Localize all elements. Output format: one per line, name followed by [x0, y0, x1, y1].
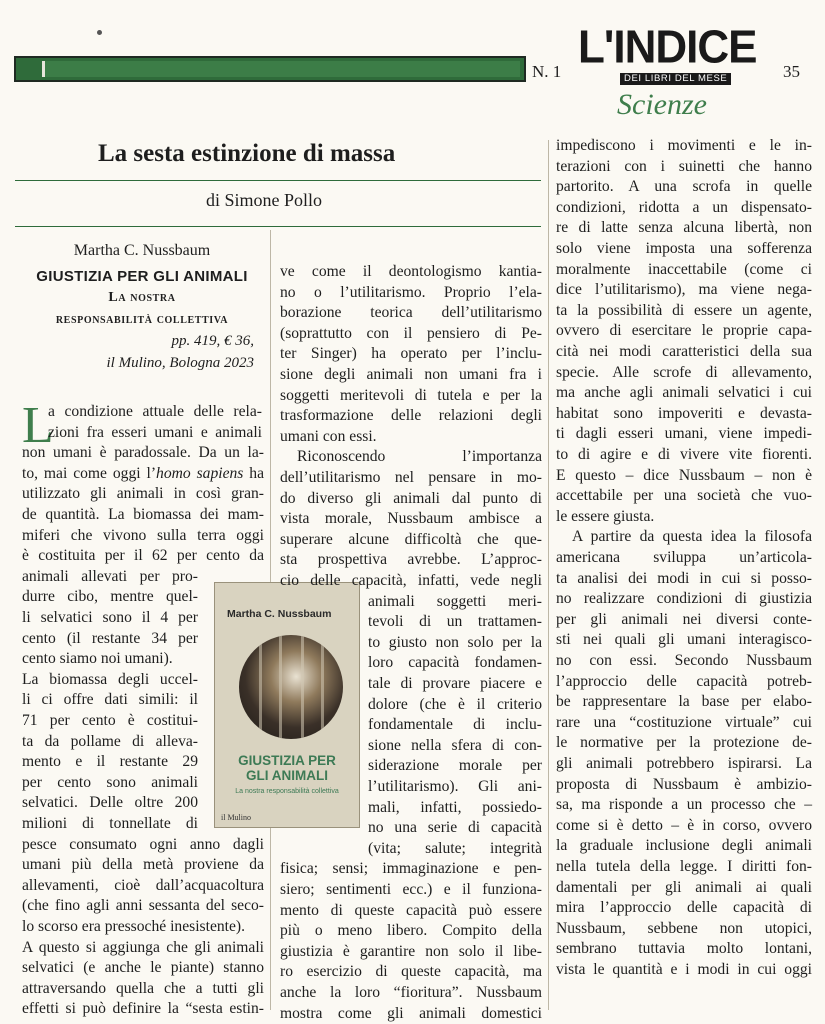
text-line: loro capacità fondamen-	[368, 654, 542, 672]
text-line: Nussbaum, sebbene non utopici,	[556, 919, 812, 937]
text-line: sti nei quali gli umani interagisco-	[556, 631, 812, 649]
text-line: selvatici. Delle oltre 200	[22, 794, 198, 812]
text-line: cento (il restante 34 per	[22, 629, 198, 647]
text-line: to, mai come oggi l’homo sapiens ha	[22, 464, 264, 482]
text-line: specie. Alle scrofe di allevamento,	[556, 363, 812, 381]
text-line: vista le quantità e i modi in cui oggi	[556, 961, 812, 978]
article-byline: di Simone Pollo	[206, 190, 323, 210]
text-line: dell’utilitarismo nel pensare in mo-	[280, 469, 542, 486]
text-line: (che fino agli anni sessanta del seco-	[22, 897, 264, 915]
text-line: Riconoscendo l’importanza	[297, 448, 542, 466]
byline-rule	[15, 226, 541, 227]
text-line: E questo – dice Nussbaum – non è	[556, 466, 812, 484]
book-subtitle-1: La nostra	[108, 290, 176, 305]
text-line: sa, ma risponde a un processo che –	[556, 796, 812, 814]
book-author: Martha C. Nussbaum	[73, 242, 211, 259]
book-title: GIUSTIZIA PER GLI ANIMALI	[36, 268, 248, 285]
text-line: to di agire e di vivere vite fiorenti.	[556, 446, 812, 463]
text-line: mento di queste capacità può essere	[280, 901, 542, 919]
cover-publisher: il Mulino	[221, 813, 252, 822]
text-line: ta da pollame di alleva-	[22, 732, 198, 750]
text-line: no realizzare condizioni di giustizia	[556, 590, 812, 608]
text-line: condizioni, ridotta a un dispensato-	[556, 198, 812, 216]
text-line: no una serie di capacità	[368, 819, 542, 837]
text-line: fisica; sensi; immaginazione e pen-	[280, 860, 542, 878]
text-line: zioni fra esseri umani e animali	[48, 423, 262, 441]
text-line: (vita; salute; integrità	[368, 839, 542, 857]
text-line: siero; sentimenti ecc.) e il funziona-	[280, 881, 542, 898]
text-line: re di latte senza alcuna libertà, non	[556, 219, 812, 237]
magazine-logo: L'INDICE	[578, 21, 757, 74]
text-line: do diverso gli animali dal punto di	[280, 489, 542, 507]
text-line: l’approccio delle capacità potreb-	[556, 672, 812, 690]
text-line: per gli animali nei diversi conte-	[556, 610, 812, 628]
text-line: allevamenti, cioè dall’acquacoltura	[22, 876, 264, 894]
text-line: la graduale inclusione degli animali	[556, 837, 812, 855]
text-line: a condizione attuale delle rela-	[48, 403, 262, 420]
text-line: è costituita per il 62 per cento da	[22, 547, 264, 565]
cover-title-line-2: GLI ANIMALI	[246, 768, 328, 783]
text-line: milioni di tonnellate di	[22, 815, 198, 832]
text-line: per cento sono animali	[22, 773, 198, 791]
text-line: ro esercizio di queste capacità, ma	[280, 963, 542, 981]
text-line: americana sviluppa un’articola-	[556, 549, 812, 566]
text-line: dice l’utilitarismo), ma viene nega-	[556, 281, 812, 299]
text-line: le normative per la protezione de-	[556, 734, 812, 752]
section-title: Scienze	[617, 88, 707, 121]
header-green-bar	[14, 56, 526, 82]
text-line: moralmente inaccettabile (come ci	[556, 260, 812, 278]
text-line: cità nei modi caratteristici della sua	[556, 343, 812, 360]
text-line: partorito. A una scrofa in quelle	[556, 178, 812, 196]
text-line: lo scorso era pressoché inesistente).	[22, 918, 246, 935]
text-line: cento siamo noi umani).	[22, 650, 173, 668]
text-line: selvatici (e anche le piante) stanno	[22, 959, 264, 977]
text-line: to giusto non solo per la	[368, 633, 542, 651]
text-line: sione nella sfera di con-	[368, 736, 542, 754]
book-subtitle-2: responsabilità collettiva	[55, 312, 229, 327]
drop-cap: L	[22, 397, 54, 454]
text-line: ta analisi dei modi in cui si posso-	[556, 569, 812, 587]
text-line: (soprattutto con il pensiero di Pe-	[280, 324, 542, 342]
text-line: ovvero di esercitare le proprie capa-	[556, 322, 812, 340]
text-line: A questo si aggiunga che gli animali	[22, 938, 264, 956]
text-line: terazioni con i suinetti che hanno	[556, 157, 812, 175]
text-line: proposta di Nussbaum è ambizio-	[556, 775, 812, 793]
text-line: mostra come gli animali domestici	[280, 1004, 542, 1022]
cover-author: Martha C. Nussbaum	[227, 608, 332, 620]
text-line: più o meno libero. Compito della	[280, 922, 542, 940]
text-line: mento e il restante 29	[22, 753, 198, 771]
ink-speck	[97, 30, 102, 35]
text-line: gli animali potrebbero ispirarsi. La	[556, 755, 812, 772]
issue-number: N. 1	[532, 62, 562, 81]
text-line: sione degli animali non umani fra i	[280, 366, 542, 383]
cover-title-line-1: GIUSTIZIA PER	[238, 753, 336, 768]
book-details-2: il Mulino, Bologna 2023	[106, 355, 254, 371]
text-line: cio delle capacità, infatti, vede negli	[280, 572, 542, 589]
text-line: soggetti meritevoli di tutela e per la	[280, 386, 542, 404]
column-divider-2	[548, 140, 549, 1010]
book-cover-image	[214, 582, 360, 828]
text-line: le essere giusta.	[556, 507, 655, 525]
text-line: tale di provare piacere e	[368, 675, 542, 692]
text-line: solo viene imposta una sofferenza	[556, 240, 812, 257]
text-line: mali, infatti, possiedo-	[368, 798, 542, 816]
page-number: 35	[783, 62, 800, 81]
book-details-1: pp. 419, € 36,	[171, 333, 254, 349]
text-line: vista morale, Nussbaum ambisce a	[280, 510, 542, 528]
text-line: giustizia è garantire non solo il libe-	[280, 942, 542, 960]
text-line: accettabile per una società che vuo-	[556, 487, 812, 505]
text-line: utilizzato gli animali in così gran-	[22, 485, 264, 503]
text-line: nella tutela della legge. I diritti fon-	[556, 858, 812, 875]
text-line: rare una “costituzione virtuale” cui	[556, 713, 812, 731]
text-line: anche la loro “fioritura”. Nussbaum	[280, 984, 542, 1001]
magazine-logo-subtitle: DEI LIBRI DEL MESE	[620, 73, 731, 85]
text-line: be rappresentare la base per elabo-	[556, 693, 812, 711]
cover-subtitle: La nostra responsabilità collettiva	[235, 788, 339, 795]
text-line: pesce consumato ogni anno dagli	[22, 835, 264, 853]
text-line: mira l’approccio delle capacità di	[556, 899, 812, 917]
text-line: sta prospettiva avrebbe. L’approc-	[280, 551, 542, 569]
text-line: ma anche agli animali selvatici i cui	[556, 384, 812, 402]
text-line: La biomassa degli uccel-	[22, 670, 198, 688]
text-line: fondamentale di inclu-	[368, 716, 542, 734]
text-line: li ci offre dati simili: il	[22, 691, 198, 709]
text-line: superare alcune difficoltà che que-	[280, 530, 542, 548]
text-line: miferi che vivono sulla terra oggi	[22, 526, 264, 544]
text-line: sembrano tuttavia molto lontani,	[556, 940, 812, 958]
text-line: animali allevati per pro-	[22, 567, 198, 585]
text-line: attraversando quella che a tutti gli	[22, 979, 264, 997]
article-title: La sesta estinzione di massa	[98, 140, 396, 167]
text-line: l’utilitarismo). Gli ani-	[368, 778, 542, 795]
book-info	[22, 242, 262, 373]
text-line: ti dagli esseri umani, viene impedi-	[556, 425, 812, 443]
text-line: non umani è paradossale. Da un la-	[22, 444, 264, 462]
text-line: borazione teorica dell’utilitarismo	[280, 304, 542, 322]
text-line: ve come il deontologismo kantia-	[280, 263, 542, 280]
text-line: siderazione morale per	[368, 757, 542, 775]
text-line: ta la possibilità di essere un agente,	[556, 301, 812, 319]
text-line: A partire da questa idea la filosofa	[572, 528, 812, 546]
text-line: ter Singer) ha operato per l’inclu-	[280, 345, 542, 363]
text-line: no o l’utilitarismo. Proprio l’ela-	[280, 283, 542, 301]
cover-photo-goat	[239, 635, 343, 739]
text-line: li selvatici sono il 4 per	[22, 609, 198, 626]
text-line: umani con essi.	[280, 427, 377, 445]
text-line: de quantità. La biomassa dei mam-	[22, 506, 264, 523]
text-line: come si è detto – è in corso, ovvero	[556, 816, 812, 834]
text-line: effetti si può definire la “sesta estin-	[22, 1000, 264, 1018]
text-line: dolore (che è il criterio	[368, 695, 542, 713]
text-line: 71 per cento è costitui-	[22, 712, 198, 729]
text-line: tevoli di un trattamen-	[368, 613, 542, 631]
text-line: umani più della metà proviene da	[22, 856, 264, 874]
text-line: habitat sono impoveriti e devasta-	[556, 404, 812, 422]
text-line: damentali per gli animali ai quali	[556, 878, 812, 896]
text-line: trasformazione delle relazioni degli	[280, 407, 542, 425]
cover-title	[215, 753, 359, 783]
text-line: no con essi. Secondo Nussbaum	[556, 652, 812, 669]
text-line: durre cibo, mentre quel-	[22, 588, 198, 606]
title-rule	[15, 180, 541, 181]
text-line: animali soggetti meri-	[368, 592, 542, 610]
text-line: impediscono i movimenti e le in-	[556, 137, 812, 154]
